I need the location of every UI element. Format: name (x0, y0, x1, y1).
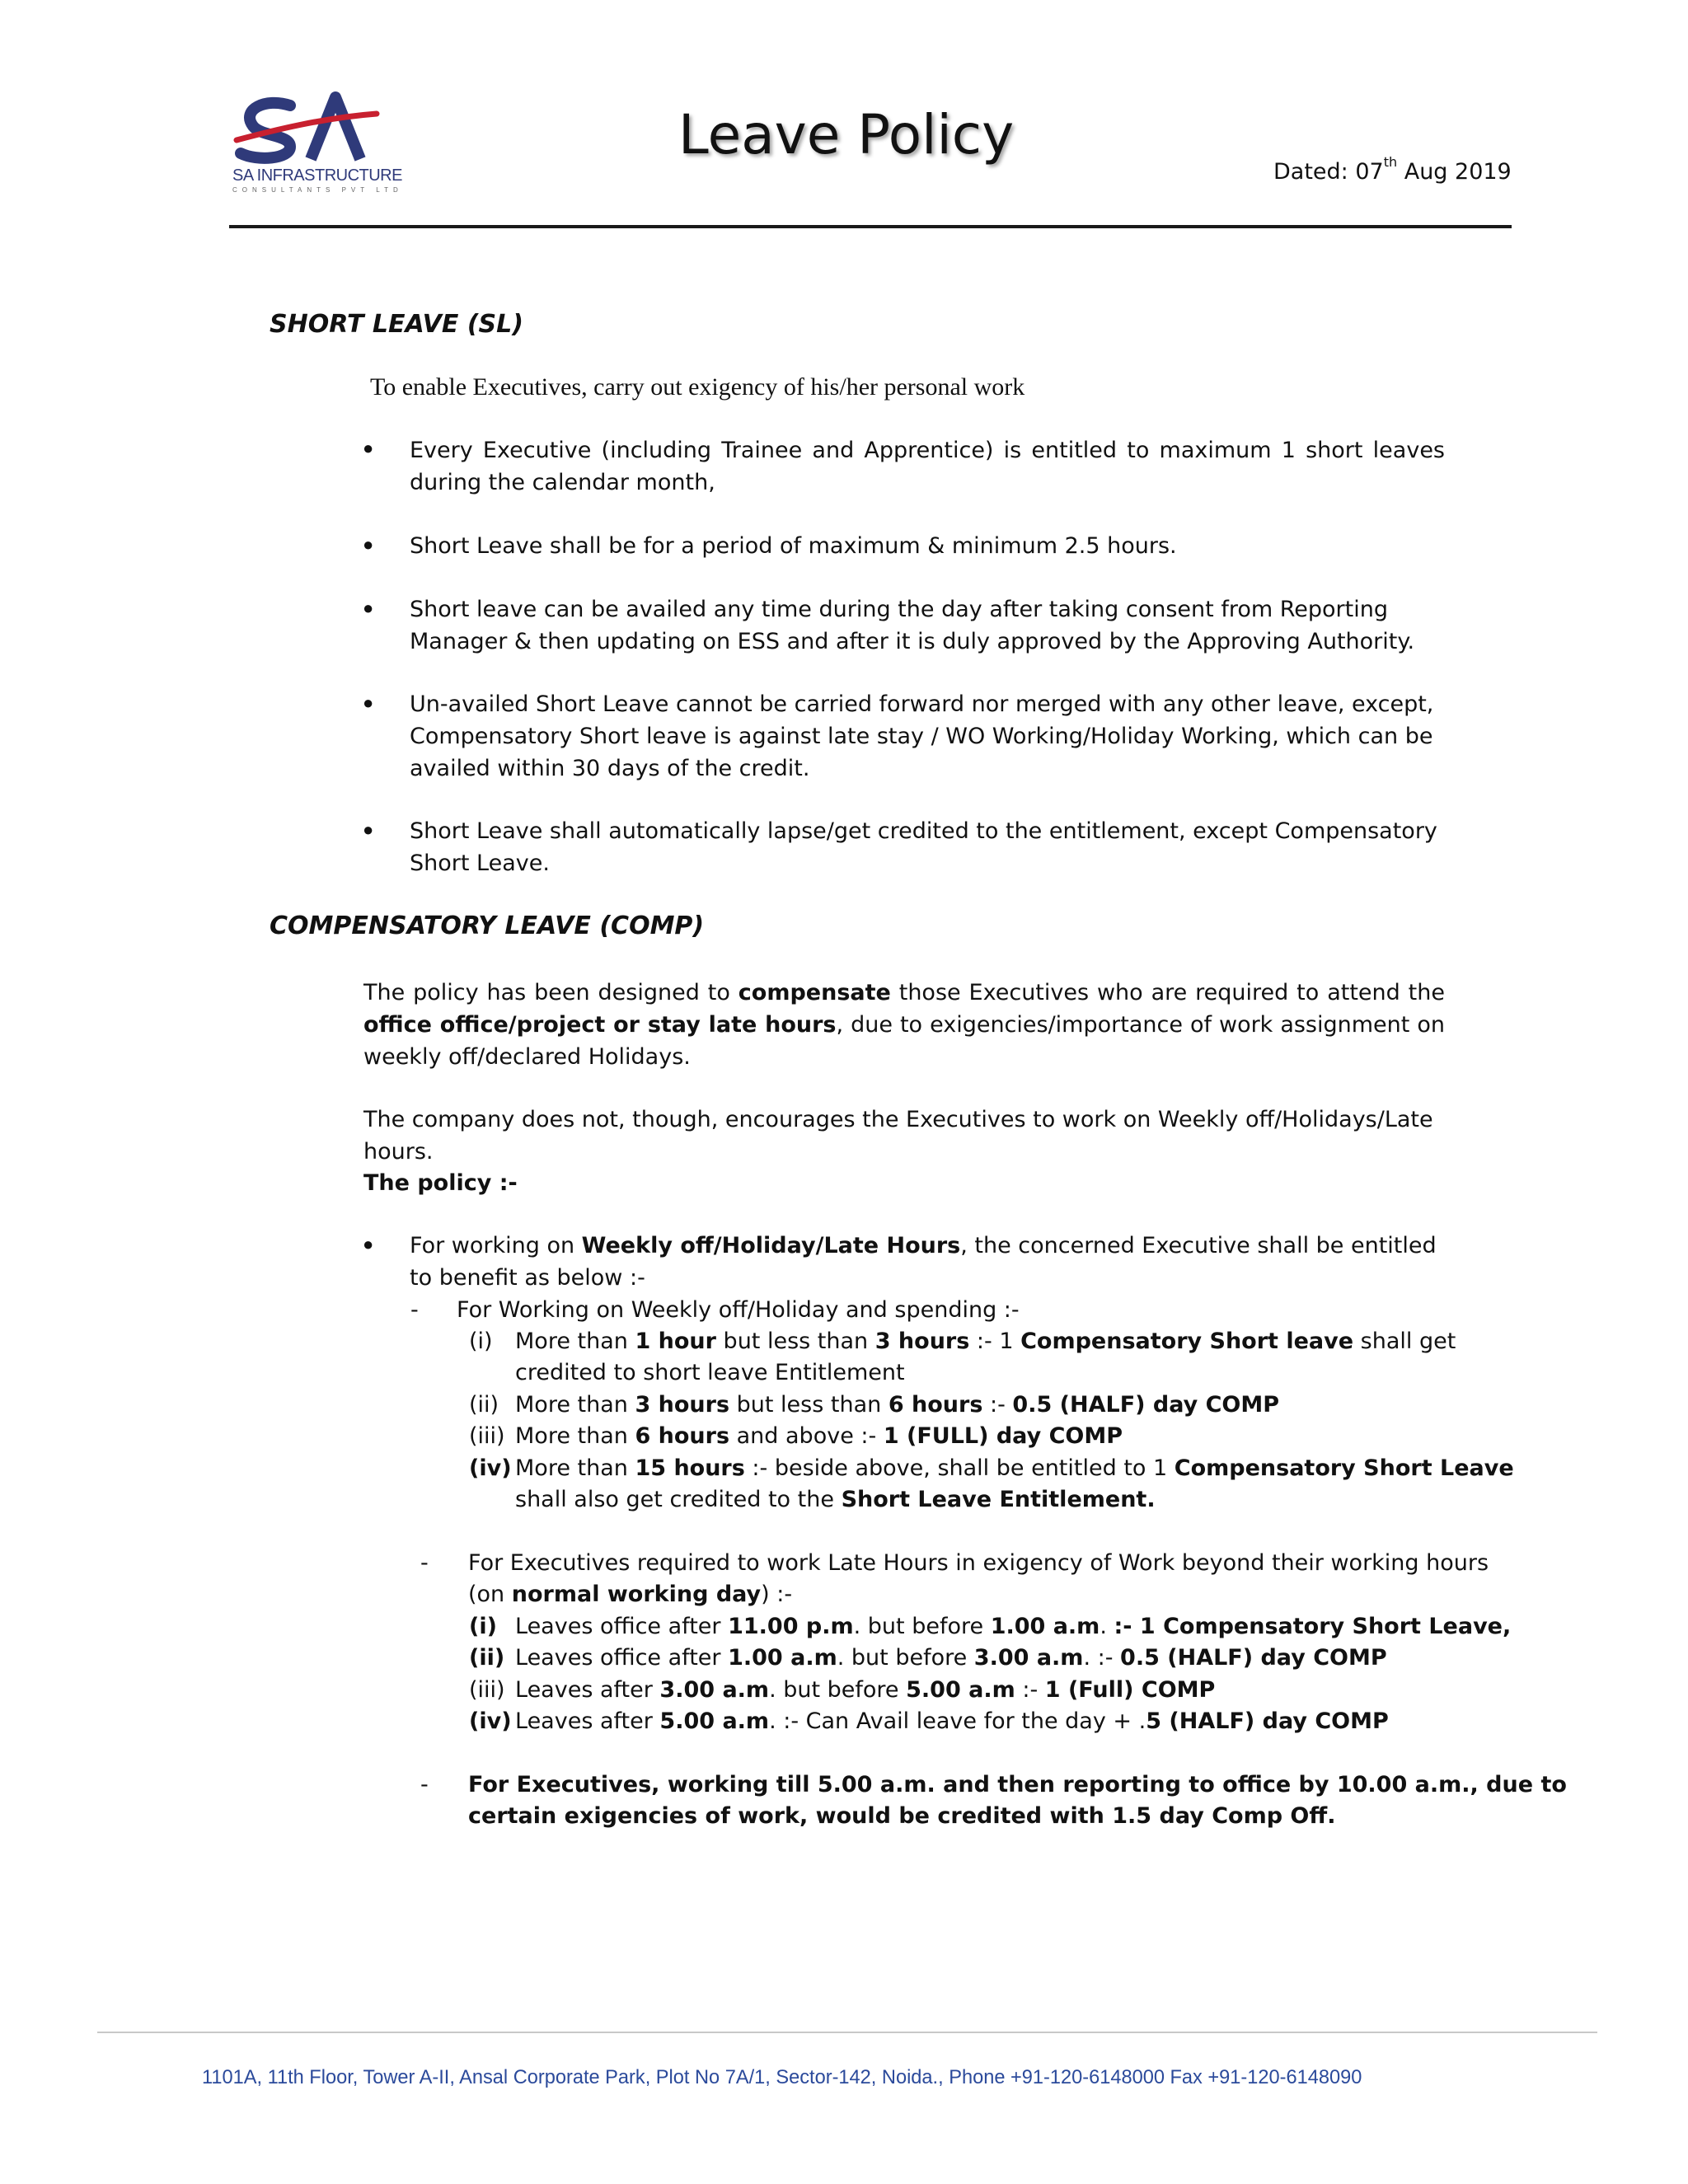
company-logo (232, 89, 381, 167)
list-item-continuation (515, 1483, 1156, 1516)
text-span: 6 hours (635, 1423, 730, 1449)
text-span: . but before (769, 1677, 907, 1703)
text-span: Compensatory Short Leave (1174, 1455, 1514, 1481)
dash-icon: - (410, 1297, 419, 1323)
footer-divider (97, 2032, 1597, 2033)
text-span: 5.00 a.m (906, 1677, 1015, 1703)
list-item (515, 1420, 1123, 1452)
text-span: . but before (837, 1645, 974, 1671)
document-date (1273, 154, 1512, 185)
p1-text: , due to exigencies/importance of work assignment on weekly off/declared Holidays. (363, 1012, 1446, 1070)
text-span: 3 hours (874, 1329, 970, 1354)
bullet-text: , the concerned Executive shall be entitled to benefit as below :- (410, 1233, 1437, 1291)
list-item (515, 1705, 1389, 1737)
text-span: More than (515, 1423, 635, 1449)
date-superscript: th (1383, 154, 1398, 170)
short-leave-intro: To enable Executives, carry out exigency of his/her personal work (370, 373, 1025, 401)
comp-leave-paragraph-2: The company does not, though, encourages the Executives to work on Weekly off/Holidays/Late hours. (363, 1107, 1433, 1165)
policy-label: The policy :- (363, 1170, 518, 1196)
text-span: :- beside above, shall be entitled to 1 (744, 1455, 1175, 1481)
bullet-text: For working on (410, 1233, 582, 1258)
page-title: Leave Policy (678, 103, 1015, 166)
list-item (515, 1642, 1387, 1674)
bullet-icon: ● (363, 692, 374, 713)
text-span: and above :- (729, 1423, 884, 1449)
text-span: Leaves office after (515, 1614, 729, 1639)
text-span: . :- (1083, 1645, 1121, 1671)
section-heading-compensatory-leave: COMPENSATORY LEAVE (COMP) (270, 912, 705, 940)
text-span: 1.00 a.m (990, 1614, 1100, 1639)
list-number: (iii) (469, 1423, 505, 1449)
header-divider (229, 225, 1512, 228)
text-span: 0.5 (HALF) day COMP (1120, 1645, 1387, 1671)
text-span: More than (515, 1329, 635, 1354)
text-span: 6 hours (888, 1392, 983, 1418)
logo-company-subtitle: CONSULTANTS PVT LTD (232, 186, 403, 194)
text-span: More than (515, 1392, 635, 1418)
short-leave-bullet-4: Un-availed Short Leave cannot be carried forward nor merged with any other leave, except, Compensatory Short leave is against late stay / WO Working/Holiday Working, which can be availed within 30 days of the credit. (410, 691, 1434, 781)
text-span: Short Leave Entitlement. (841, 1487, 1156, 1512)
bullet-icon: ● (363, 438, 374, 458)
comp-leave-bullet (410, 1230, 1445, 1294)
list-number: (iii) (469, 1677, 505, 1703)
short-leave-bullet-2: Short Leave shall be for a period of maximum & minimum 2.5 hours. (410, 533, 1177, 559)
text-span: 5 (HALF) day COMP (1146, 1708, 1389, 1734)
comp-leave-paragraph-1 (363, 977, 1445, 1073)
text-span: 1.00 a.m (728, 1645, 837, 1671)
p1-bold: compensate (738, 980, 891, 1005)
text-span: but less than (715, 1329, 875, 1354)
p1-text: those Executives who are required to attend the (890, 980, 1445, 1005)
late-hours-heading: For Executives required to work Late Hours in exigency of Work beyond their working hours (468, 1550, 1489, 1576)
dash-icon: - (420, 1550, 429, 1576)
comp-off-rule: For Executives, working till 5.00 a.m. and then reporting to office by 10.00 a.m., due to (468, 1772, 1567, 1797)
text-span: :- (1015, 1677, 1045, 1703)
list-number: (ii) (469, 1645, 505, 1671)
text-span: More than (515, 1455, 635, 1481)
text-span: 5.00 a.m (659, 1708, 770, 1734)
text-span: 1 hour (635, 1329, 716, 1354)
dash-icon: - (420, 1772, 429, 1797)
bullet-icon: ● (363, 1234, 374, 1254)
text-span: Leaves after (515, 1677, 660, 1703)
text-span: . :- Can Avail leave for the day + . (769, 1708, 1146, 1734)
date-prefix: Dated: 07 (1273, 159, 1384, 185)
list-item (515, 1389, 1279, 1421)
text-span: 3.00 a.m (659, 1677, 770, 1703)
logo-company-name: SA INFRASTRUCTURE (232, 166, 402, 185)
text-span: Compensatory Short leave (1020, 1329, 1354, 1354)
text-span: 1 (FULL) day COMP (883, 1423, 1123, 1449)
text-span: 3 hours (635, 1392, 730, 1418)
text-span: 3.00 a.m (973, 1645, 1084, 1671)
text-span: 0.5 (HALF) day COMP (1012, 1392, 1280, 1418)
list-number: (i) (469, 1329, 493, 1354)
list-item (515, 1674, 1215, 1706)
bullet-icon: ● (363, 534, 374, 555)
section-heading-short-leave: SHORT LEAVE (SL) (270, 310, 523, 339)
list-item-continuation: credited to short leave Entitlement (515, 1360, 905, 1385)
p1-bold: office office/project or stay late hours (363, 1012, 837, 1038)
bullet-bold: Weekly off/Holiday/Late Hours (581, 1233, 961, 1258)
text-span: Leaves office after (515, 1645, 729, 1671)
text-span: :- (982, 1392, 1013, 1418)
short-leave-bullet-3: Short leave can be availed any time during the day after taking consent from Reporting Manager & then updating on ESS and after it is duly approved by the Approving Authority. (410, 597, 1415, 654)
short-leave-bullet-1: Every Executive (including Trainee and Apprentice) is entitled to maximum 1 short leaves during the calendar month, (410, 438, 1445, 495)
bullet-icon: ● (363, 598, 374, 618)
text-span: but less than (729, 1392, 889, 1418)
text-span: (on (468, 1582, 512, 1607)
text-span: 11.00 p.m (728, 1614, 854, 1639)
weekly-off-heading: For Working on Weekly off/Holiday and spending :- (457, 1297, 1020, 1323)
text-span: Leaves after (515, 1708, 660, 1734)
footer-address: 1101A, 11th Floor, Tower A-II, Ansal Corporate Park, Plot No 7A/1, Sector-142, Noida., Phone +91-120-6148000 Fax +91-120-6148090 (202, 2067, 1362, 2088)
comp-off-rule-cont: certain exigencies of work, would be credited with 1.5 day Comp Off. (468, 1803, 1336, 1829)
text-span: 15 hours (635, 1455, 745, 1481)
list-item (515, 1325, 1456, 1357)
text-span: ) :- (761, 1582, 793, 1607)
list-number: (iv) (469, 1708, 512, 1734)
bullet-icon: ● (363, 819, 374, 840)
list-number: (ii) (469, 1392, 499, 1418)
text-span: . but before (853, 1614, 991, 1639)
date-suffix: Aug 2019 (1397, 159, 1512, 185)
list-item (515, 1452, 1514, 1484)
text-span: 1 (Full) COMP (1044, 1677, 1216, 1703)
list-number: (i) (469, 1614, 497, 1639)
text-span: normal working day (511, 1582, 762, 1607)
text-span: shall also get credited to the (515, 1487, 842, 1512)
text-span: . (1100, 1614, 1114, 1639)
late-hours-heading-cont (468, 1578, 792, 1610)
p1-text: The policy has been designed to (363, 980, 738, 1005)
list-item (515, 1610, 1511, 1643)
text-span: :- 1 Compensatory Short Leave, (1114, 1614, 1512, 1639)
list-number: (iv) (469, 1455, 512, 1481)
text-span: shall get (1353, 1329, 1456, 1354)
short-leave-bullet-5: Short Leave shall automatically lapse/get credited to the entitlement, except Compensatory Short Leave. (410, 818, 1437, 876)
text-span: :- 1 (969, 1329, 1021, 1354)
